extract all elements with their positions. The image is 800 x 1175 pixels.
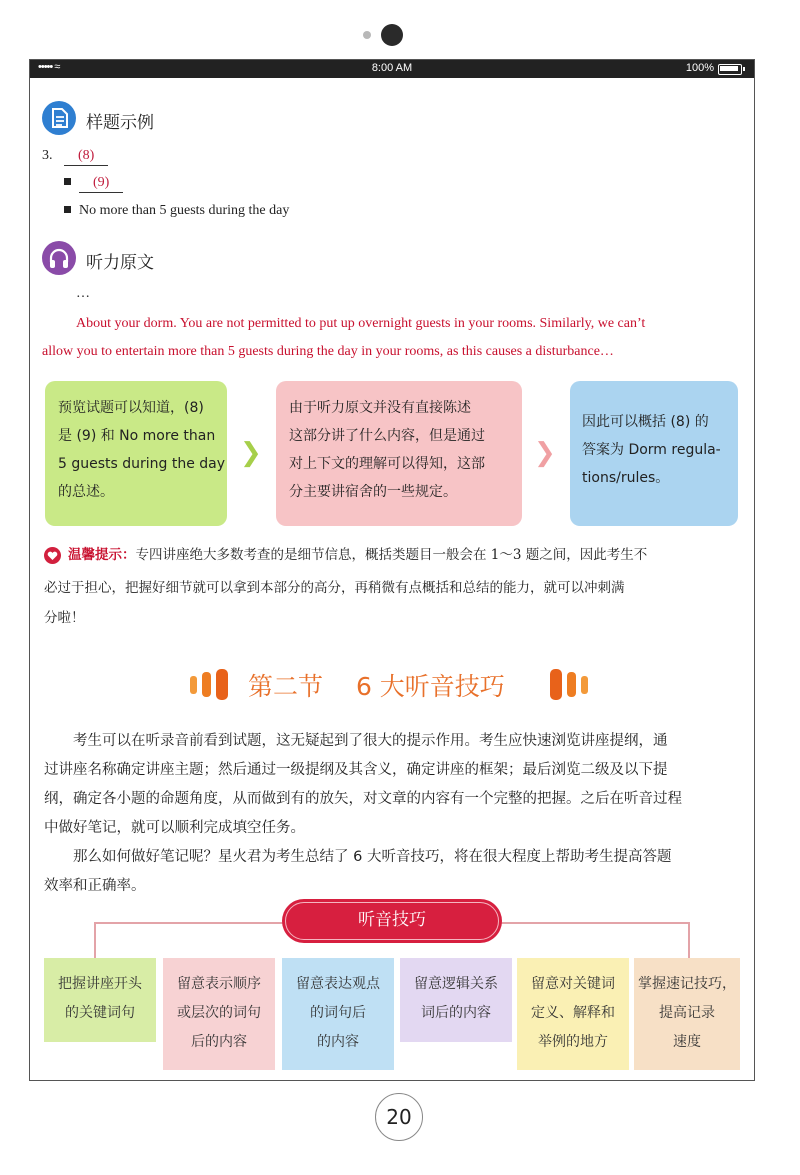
- skill-card-3: [282, 958, 394, 1070]
- analysis-box-3: [570, 381, 738, 526]
- chevron-right-icon: ❯: [534, 438, 556, 468]
- skills-title: 听音技巧: [285, 902, 499, 940]
- skill-card-1: [44, 958, 156, 1042]
- skill-line: 举例的地方: [538, 1034, 608, 1050]
- transcript-ellipsis: …: [76, 286, 90, 301]
- skill-line: 的词句后: [310, 1005, 366, 1021]
- battery-icon: [718, 64, 742, 75]
- skill-line: 定义、解释和: [531, 1005, 615, 1021]
- skill-line: 词后的内容: [421, 1005, 491, 1021]
- analysis-box-1: [45, 381, 227, 526]
- body-line: 过讲座名称确定讲座主题；然后通过一级提纲及其含义，确定讲座的框架；最后浏览二级及以下提: [44, 762, 668, 778]
- question-line-1: [42, 148, 108, 166]
- skill-line: 速度: [673, 1034, 701, 1050]
- heart-icon: [44, 547, 61, 564]
- skill-line: 留意表达观点: [296, 976, 380, 992]
- tip-line-3: 分啦！: [44, 610, 85, 626]
- skill-card-6: [634, 958, 740, 1070]
- analysis-box-3-line: 答案为 Dorm regula-: [582, 442, 721, 458]
- body-paragraph-1: [44, 727, 764, 843]
- connector-line-right: [688, 922, 690, 960]
- page-indicator-dot-active: [381, 24, 403, 46]
- skills-title-pill: [282, 899, 502, 943]
- body-line: 纲，确定各小题的命题角度，从而做到有的放矢，对文章的内容有一个完整的把握。之后在听音过程: [44, 791, 682, 807]
- skill-line: 或层次的词句: [177, 1005, 261, 1021]
- chevron-right-icon: ❯: [240, 438, 262, 468]
- tip-text: 专四讲座绝大多数考查的是细节信息，概括类题目一般会在 1～3 题之间，因此考生不: [135, 547, 648, 563]
- skill-line: 留意对关键词: [531, 976, 615, 992]
- skill-line: 掌握速记技巧，: [638, 976, 736, 992]
- document-icon: [42, 101, 76, 135]
- right-bars-decoration: [550, 668, 596, 704]
- signal-icon: ••••• ≈: [38, 61, 60, 73]
- transcript-line-1: About your dorm. You are not permitted to put up overnight guests in your rooms. Similarly, we can’t: [76, 316, 646, 331]
- analysis-box-2-line: 分主要讲宿舍的一些规定。: [289, 484, 457, 500]
- body-paragraph-2: [44, 843, 764, 901]
- analysis-box-1-line: 5 guests during the day: [58, 456, 226, 472]
- skill-card-4: [400, 958, 512, 1042]
- analysis-box-2-line: 这部分讲了什么内容，但是通过: [289, 428, 485, 444]
- status-time: 8:00 AM: [371, 62, 413, 74]
- status-bar: [30, 60, 754, 78]
- page-indicator-dot: [363, 31, 371, 39]
- page-number: 20: [375, 1093, 423, 1141]
- transcript-line-2: allow you to entertain more than 5 guests during the day in your rooms, as this causes a disturbance…: [42, 344, 614, 359]
- question-item-3: No more than 5 guests during the day: [79, 203, 290, 218]
- headphones-icon: [42, 241, 76, 275]
- tip-line-2: 必过于担心，把握好细节就可以拿到本部分的高分，再稍微有点概括和总结的能力，就可以冲刺满: [44, 580, 625, 596]
- skill-line: 后的内容: [191, 1034, 247, 1050]
- blank-9: (9): [79, 175, 123, 193]
- skill-card-5: [517, 958, 629, 1070]
- section-title-example: 样题示例: [86, 113, 154, 133]
- analysis-box-1-line: 的总述。: [58, 484, 114, 500]
- question-line-2: [64, 175, 123, 193]
- battery-percent: 100%: [685, 62, 714, 74]
- body-line: 那么如何做好笔记呢？星火君为考生总结了 6 大听音技巧，将在很大程度上帮助考生提高答题: [44, 849, 672, 865]
- body-line: 效率和正确率。: [44, 878, 146, 894]
- skill-line: 留意表示顺序: [177, 976, 261, 992]
- tip-label: 温馨提示：: [68, 547, 136, 563]
- bullet-square-icon: [64, 206, 71, 213]
- body-line: 中做好笔记，就可以顺利完成填空任务。: [44, 820, 305, 836]
- blank-8: (8): [64, 148, 108, 166]
- analysis-box-2: [276, 381, 522, 526]
- analysis-box-3-line: tions/rules。: [582, 470, 670, 486]
- skill-line: 的关键词句: [65, 1005, 135, 1021]
- analysis-box-3-line: 因此可以概括 (8) 的: [582, 414, 709, 430]
- skill-line: 的内容: [317, 1034, 359, 1050]
- body-line: 考生可以在听录音前看到试题，这无疑起到了很大的提示作用。考生应快速浏览讲座提纲，通: [44, 733, 668, 749]
- skill-line: 把握讲座开头: [58, 976, 142, 992]
- question-line-3: [64, 203, 289, 219]
- skill-line: 留意逻辑关系: [414, 976, 498, 992]
- chapter-title: 第二节 6 大听音技巧: [248, 672, 505, 701]
- tip-line-1: [68, 540, 647, 570]
- skill-line: 提高记录: [659, 1005, 715, 1021]
- left-bars-decoration: [190, 668, 236, 704]
- question-number: 3.: [42, 148, 53, 163]
- analysis-box-2-line: 对上下文的理解可以得知，这部: [289, 456, 485, 472]
- section-title-transcript: 听力原文: [86, 253, 154, 273]
- analysis-box-1-line: 预览试题可以知道，(8): [58, 400, 204, 416]
- analysis-box-2-line: 由于听力原文并没有直接陈述: [289, 400, 471, 416]
- connector-line-left: [94, 922, 96, 960]
- bullet-square-icon: [64, 178, 71, 185]
- analysis-box-1-line: 是 (9) 和 No more than: [58, 428, 216, 444]
- skill-card-2: [163, 958, 275, 1070]
